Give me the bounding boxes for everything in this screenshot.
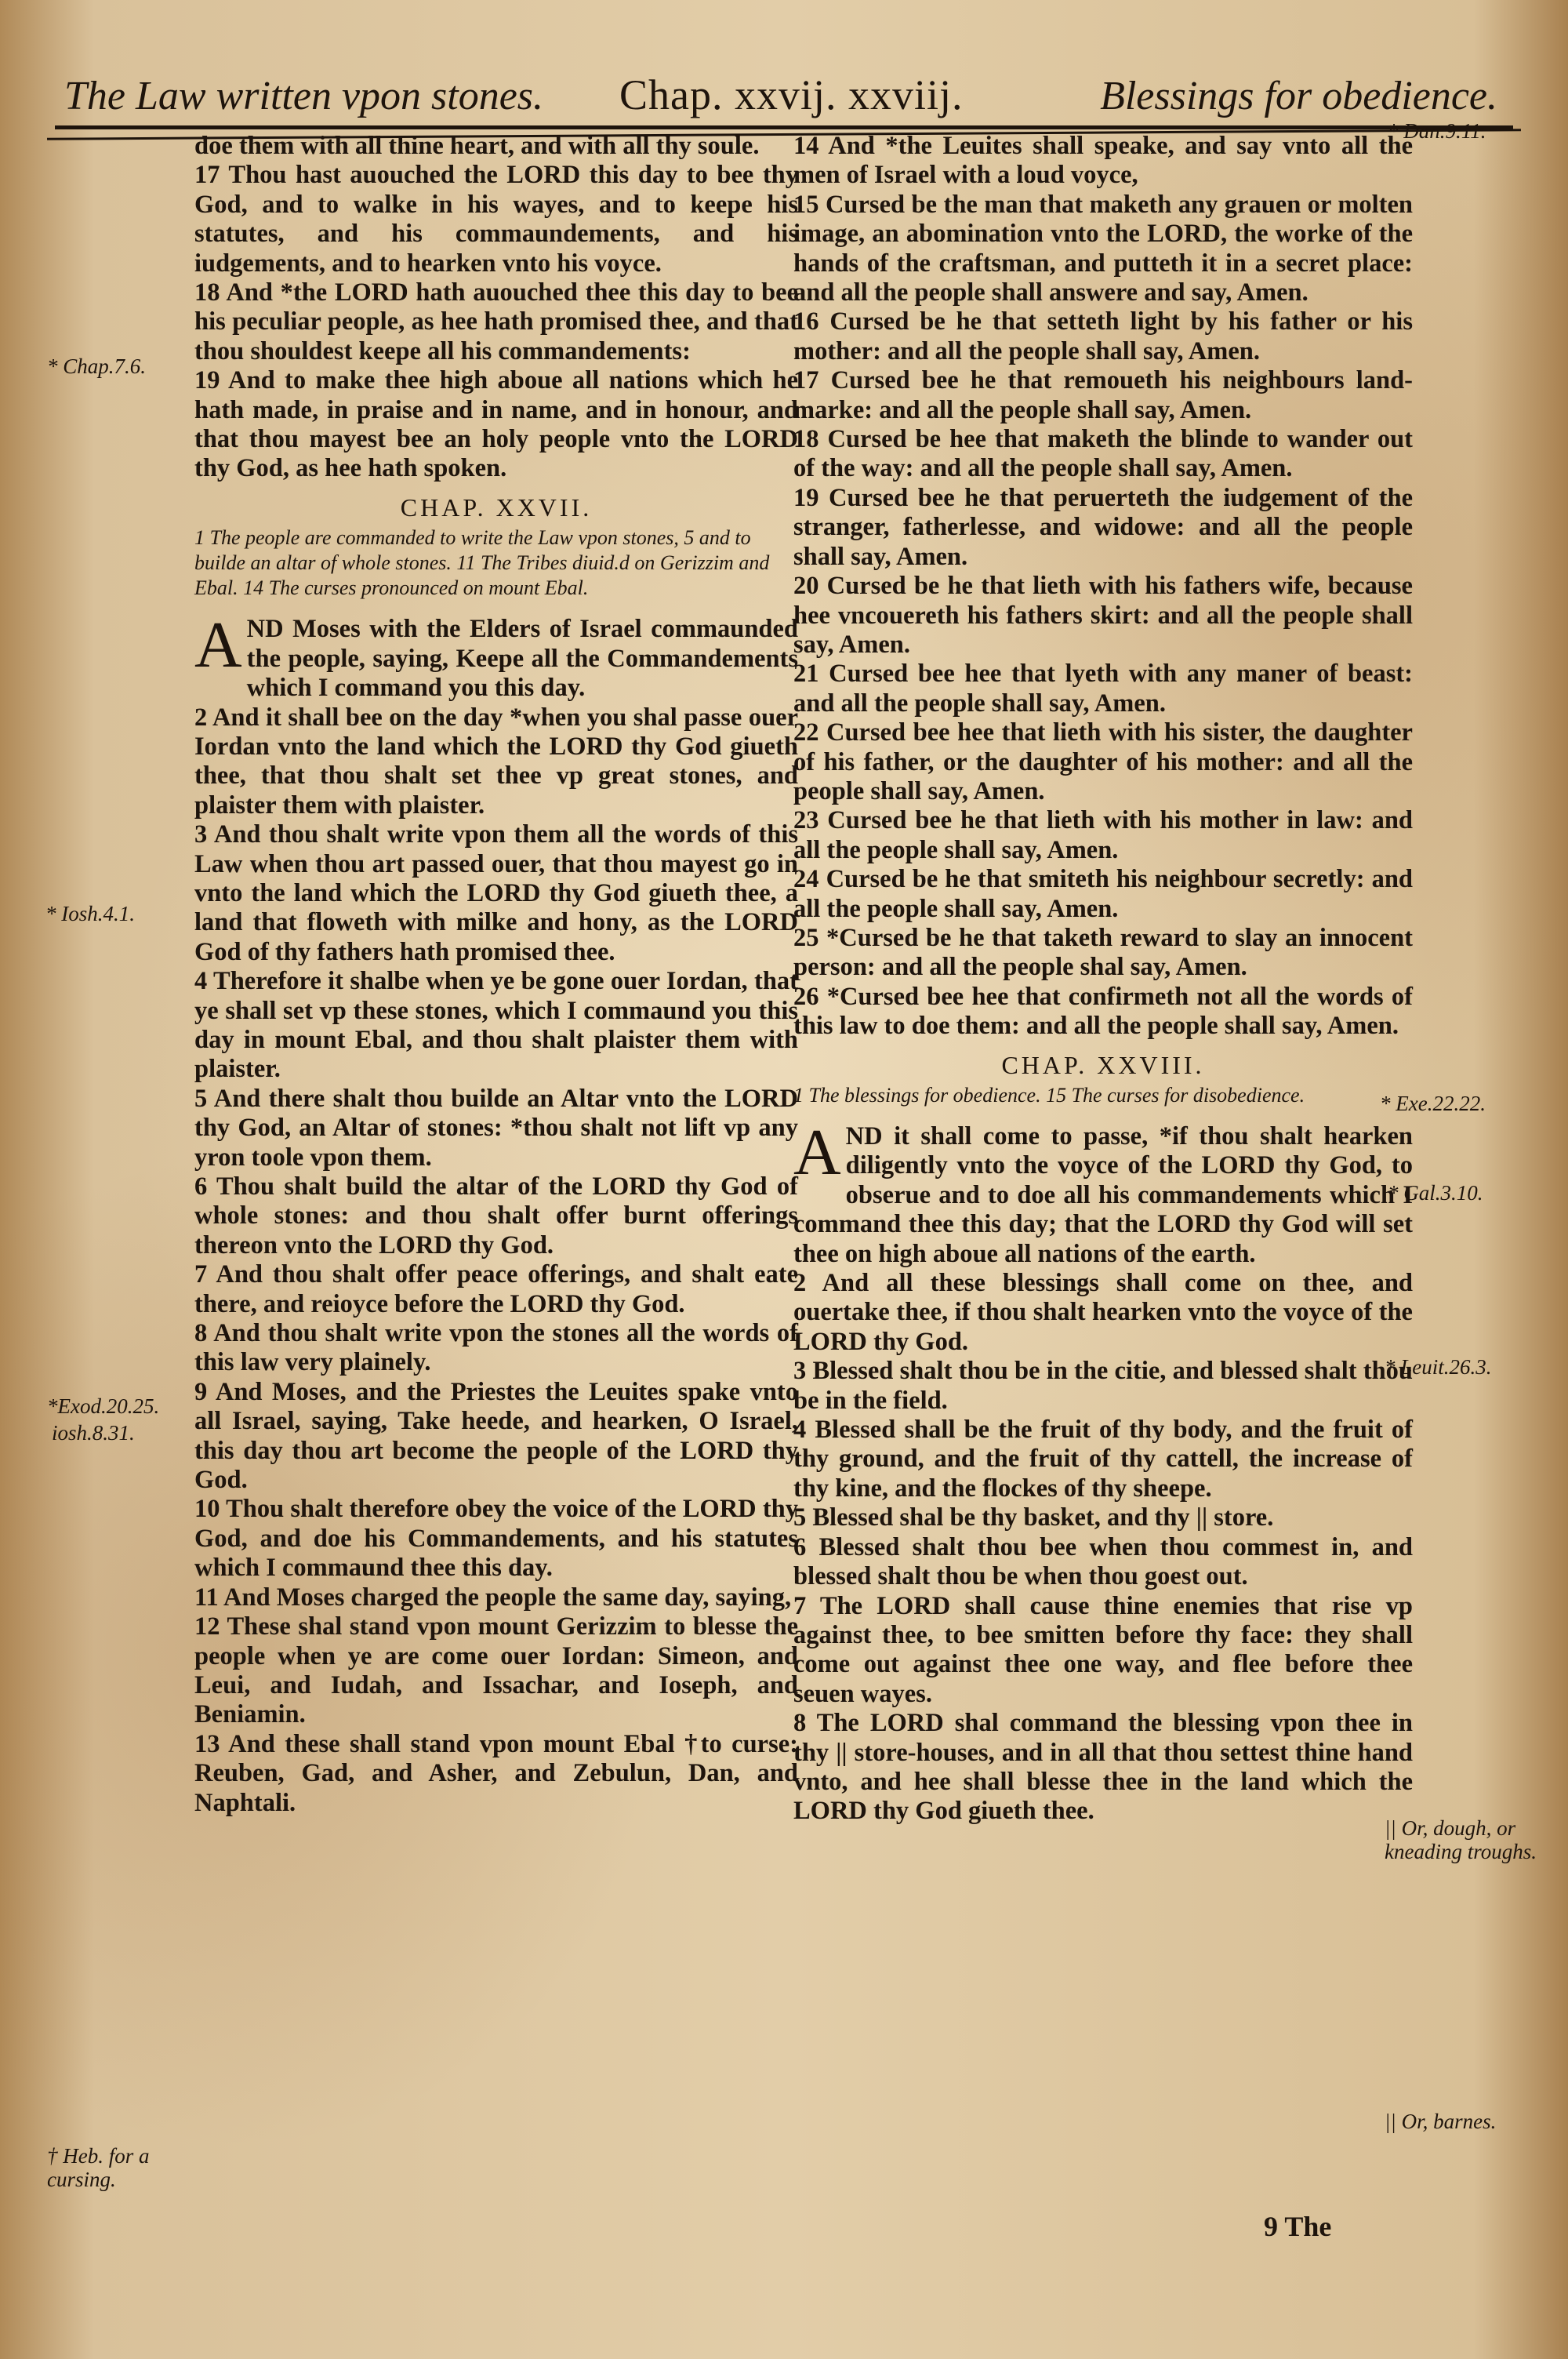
verse-19: 19 And to make thee high aboue all nations which he hath made, in praise and in name, and in honour, and that thou mayest bee an holy people vnto the LORD thy God, as hee hath spoken.	[194, 366, 798, 483]
chapter-28-verse-1	[793, 1116, 1413, 1269]
verse-15: 15 Cursed be the man that maketh any grauen or molten image, an abomination vnto the LORD, the worke of the hands of the craftsman, and putteth it in a secret place: and all the people shall answere and say, Amen.	[793, 190, 1413, 307]
chapter-27-verse-10: 10 Thou shalt therefore obey the voice of the LORD thy God, and doe his Commandements, and his statutes which I commaund thee this day.	[194, 1495, 798, 1583]
chapter-27-verse-8: 8 And thou shalt write vpon the stones all the words of this law very plainely.	[194, 1319, 798, 1377]
chapter-27-title: CHAP. XXVII.	[400, 493, 593, 522]
verse-17-right: 17 Cursed bee he that remoueth his neighbours land-marke: and all the people shall say, Amen.	[793, 366, 1413, 424]
running-header	[55, 39, 1513, 129]
verse-24: 24 Cursed be he that smiteth his neighbour secretly: and all the people shall say, Amen.	[793, 865, 1413, 923]
header-chapter-reference: Chap. xxvij. xxviij.	[619, 71, 964, 118]
chapter-27-verse-1	[194, 609, 798, 703]
margin-note-leuit-26-3: * Leuit.26.3.	[1385, 1355, 1492, 1379]
margin-note-chap-7-6: * Chap.7.6.	[47, 354, 147, 378]
verse-16: 16 Cursed be he that setteth light by his father or his mother: and all the people shall say, Amen.	[793, 307, 1413, 365]
chapter-28-verse-2: 2 And all these blessings shall come on thee, and ouertake thee, if thou shalt hearken vnto the voyce of the LORD thy God.	[793, 1269, 1413, 1356]
header-left-title: The Law written vpon stones.	[64, 74, 544, 118]
margin-note-iosh-4-1: * Iosh.4.1.	[45, 902, 135, 925]
verse-18: 18 And *the LORD hath auouched thee this day to bee his peculiar people, as hee hath promised thee, and that thou shouldest keepe all his commandements:	[194, 278, 798, 365]
chapter-27-verse-2: 2 And it shall bee on the day *when you shal passe ouer Iordan vnto the land which the LORD thy God giueth thee, that thou shalt set thee vp great stones, and plaister them with plaister.	[194, 703, 798, 820]
chapter-28-verse-7: 7 The LORD shall cause thine enemies that rise vp against thee, to bee smitten before thy face: they shall come out against thee one way, and flee before thee seuen wayes.	[793, 1591, 1413, 1708]
margin-note-heb-for-a-cursing: † Heb. for a cursing.	[47, 2144, 150, 2191]
chapter-28-verse-4: 4 Blessed shall be the fruit of thy body, and the fruit of thy ground, and the fruit of thy cattell, the increase of thy kine, and the flockes of thy sheepe.	[793, 1416, 1413, 1503]
right-text-column	[793, 132, 1413, 1826]
chapter-27-summary: 1 The people are commanded to write the Law vpon stones, 5 and to builde an altar of whole stones. 11 The Tribes diuid.d on Gerizzim and Ebal. 14 The curses pronounced on mount Ebal.	[194, 526, 770, 600]
verse-23: 23 Cursed bee he that lieth with his mother in law: and all the people shall say, Amen.	[793, 806, 1413, 864]
chapter-27-dropcap: A	[194, 609, 242, 682]
chapter-27-verse-3: 3 And thou shalt write vpon them all the words of this Law when thou art passed ouer, that thou mayest go in vnto the land which the LORD thy God giueth thee, a land that floweth with milke and hony, as the LORD God of thy fathers hath promised thee.	[194, 820, 798, 966]
chapter-27-verse-1-text: ND Moses with the Elders of Israel commaunded the people, saying, Keepe all the Commandements which I command you this day.	[246, 615, 798, 703]
verse-17: 17 Thou hast auouched the LORD this day to bee thy God, and to walke in his wayes, and to keepe his statutes, and his commaundements, and his iudgements, and to hearken vnto his voyce.	[194, 161, 798, 278]
margin-note-dough: || Or, dough, or kneading troughs.	[1385, 1816, 1537, 1863]
verse-14: 14 And *the Leuites shall speake, and say vnto all the men of Israel with a loud voyce,	[793, 132, 1413, 190]
chapter-28-verse-1-text: ND it shall come to passe, *if thou shalt hearken diligently vnto the voyce of the LORD thy God, to obserue and to doe all his commandements which I command thee this day; that the LORD thy God will set thee on high aboue all nations of the earth.	[793, 1122, 1413, 1268]
chapter-28-dropcap: A	[793, 1116, 841, 1189]
margin-note-iosh-8-31: iosh.8.31.	[52, 1421, 135, 1445]
margin-note-dan-9-11: * Dan.9.11.	[1388, 119, 1486, 143]
verse-25: 25 *Cursed be he that taketh reward to slay an innocent person: and all the people shal say, Amen.	[793, 923, 1413, 982]
chapter-27-verse-13: 13 And these shall stand vpon mount Ebal †to curse: Reuben, Gad, and Asher, and Zebulun, Dan, and Naphtali.	[194, 1729, 798, 1817]
chapter-27-verse-12: 12 These shal stand vpon mount Gerizzim to blesse the people when ye are come ouer Iordan: Simeon, and Leui, and Iudah, and Issachar, and Ioseph, and Beniamin.	[194, 1612, 798, 1729]
verse-19-right: 19 Cursed bee he that peruerteth the iudgement of the stranger, fatherlesse, and widowe: and all the people shall say, Amen.	[793, 483, 1413, 571]
left-text-column	[194, 132, 798, 1818]
chapter-27-verse-7: 7 And thou shalt offer peace offerings, and shalt eate there, and reioyce before the LORD thy God.	[194, 1260, 798, 1318]
header-right-title: Blessings for obedience.	[1100, 74, 1497, 118]
verse-16-cont: doe them with all thine heart, and with all thy soule.	[194, 132, 760, 160]
margin-note-exod-20-25: *Exod.20.25.	[47, 1394, 160, 1418]
chapter-27-verse-6: 6 Thou shalt build the altar of the LORD thy God of whole stones: and thou shalt offer burnt offerings thereon vnto the LORD thy God.	[194, 1172, 798, 1259]
chapter-28-title: CHAP. XXVIII.	[1001, 1050, 1205, 1079]
chapter-28-verse-8: 8 The LORD shal command the blessing vpon thee in thy || store-houses, and in all that thou settest thine hand vnto, and hee shall blesse thee in the land which the LORD thy God giueth thee.	[793, 1709, 1413, 1826]
margin-note-gal-3-10: * Gal.3.10.	[1388, 1181, 1483, 1205]
chapter-27-verse-5: 5 And there shalt thou builde an Altar vnto the LORD thy God, an Altar of stones: *thou shalt not lift vp any yron toole vpon them.	[194, 1084, 798, 1172]
chapter-27-verse-11: 11 And Moses charged the people the same day, saying,	[194, 1583, 792, 1612]
margin-note-exe-22-22: * Exe.22.22.	[1380, 1092, 1486, 1115]
chapter-28-verse-3: 3 Blessed shalt thou be in the citie, and blessed shalt thou be in the field.	[793, 1357, 1413, 1415]
chapter-28-verse-5: 5 Blessed shal be thy basket, and thy || store.	[793, 1503, 1274, 1532]
verse-22: 22 Cursed bee hee that lieth with his sister, the daughter of his father, or the daughter of his mother: and all the people shall say, Amen.	[793, 718, 1413, 805]
verse-26: 26 *Cursed bee hee that confirmeth not all the words of this law to doe them: and all the people shall say, Amen.	[793, 982, 1413, 1041]
verse-21: 21 Cursed bee hee that lyeth with any maner of beast: and all the people shall say, Amen.	[793, 660, 1413, 718]
verse-20: 20 Cursed be he that lieth with his fathers wife, because hee vncouereth his fathers skirt: and all the people shall say, Amen.	[793, 572, 1413, 659]
margin-note-barnes: || Or, barnes.	[1385, 2110, 1497, 2133]
chapter-27-verse-4: 4 Therefore it shalbe when ye be gone ouer Iordan, that ye shall set vp these stones, which I commaund you this day in mount Ebal, and thou shalt plaister them with plaister.	[194, 967, 798, 1084]
catchword: 9 The	[1264, 2211, 1332, 2242]
chapter-28-summary: 1 The blessings for obedience. 15 The curses for disobedience.	[793, 1084, 1305, 1107]
chapter-28-verse-6: 6 Blessed shalt thou bee when thou commest in, and blessed shalt thou be when thou goest out.	[793, 1532, 1413, 1591]
chapter-27-verse-9: 9 And Moses, and the Priestes the Leuites spake vnto all Israel, saying, Take heede, and hearken, O Israel, this day thou art become the people of the LORD thy God.	[194, 1377, 798, 1495]
verse-18-right: 18 Cursed be hee that maketh the blinde to wander out of the way: and all the people shall say, Amen.	[793, 425, 1413, 483]
